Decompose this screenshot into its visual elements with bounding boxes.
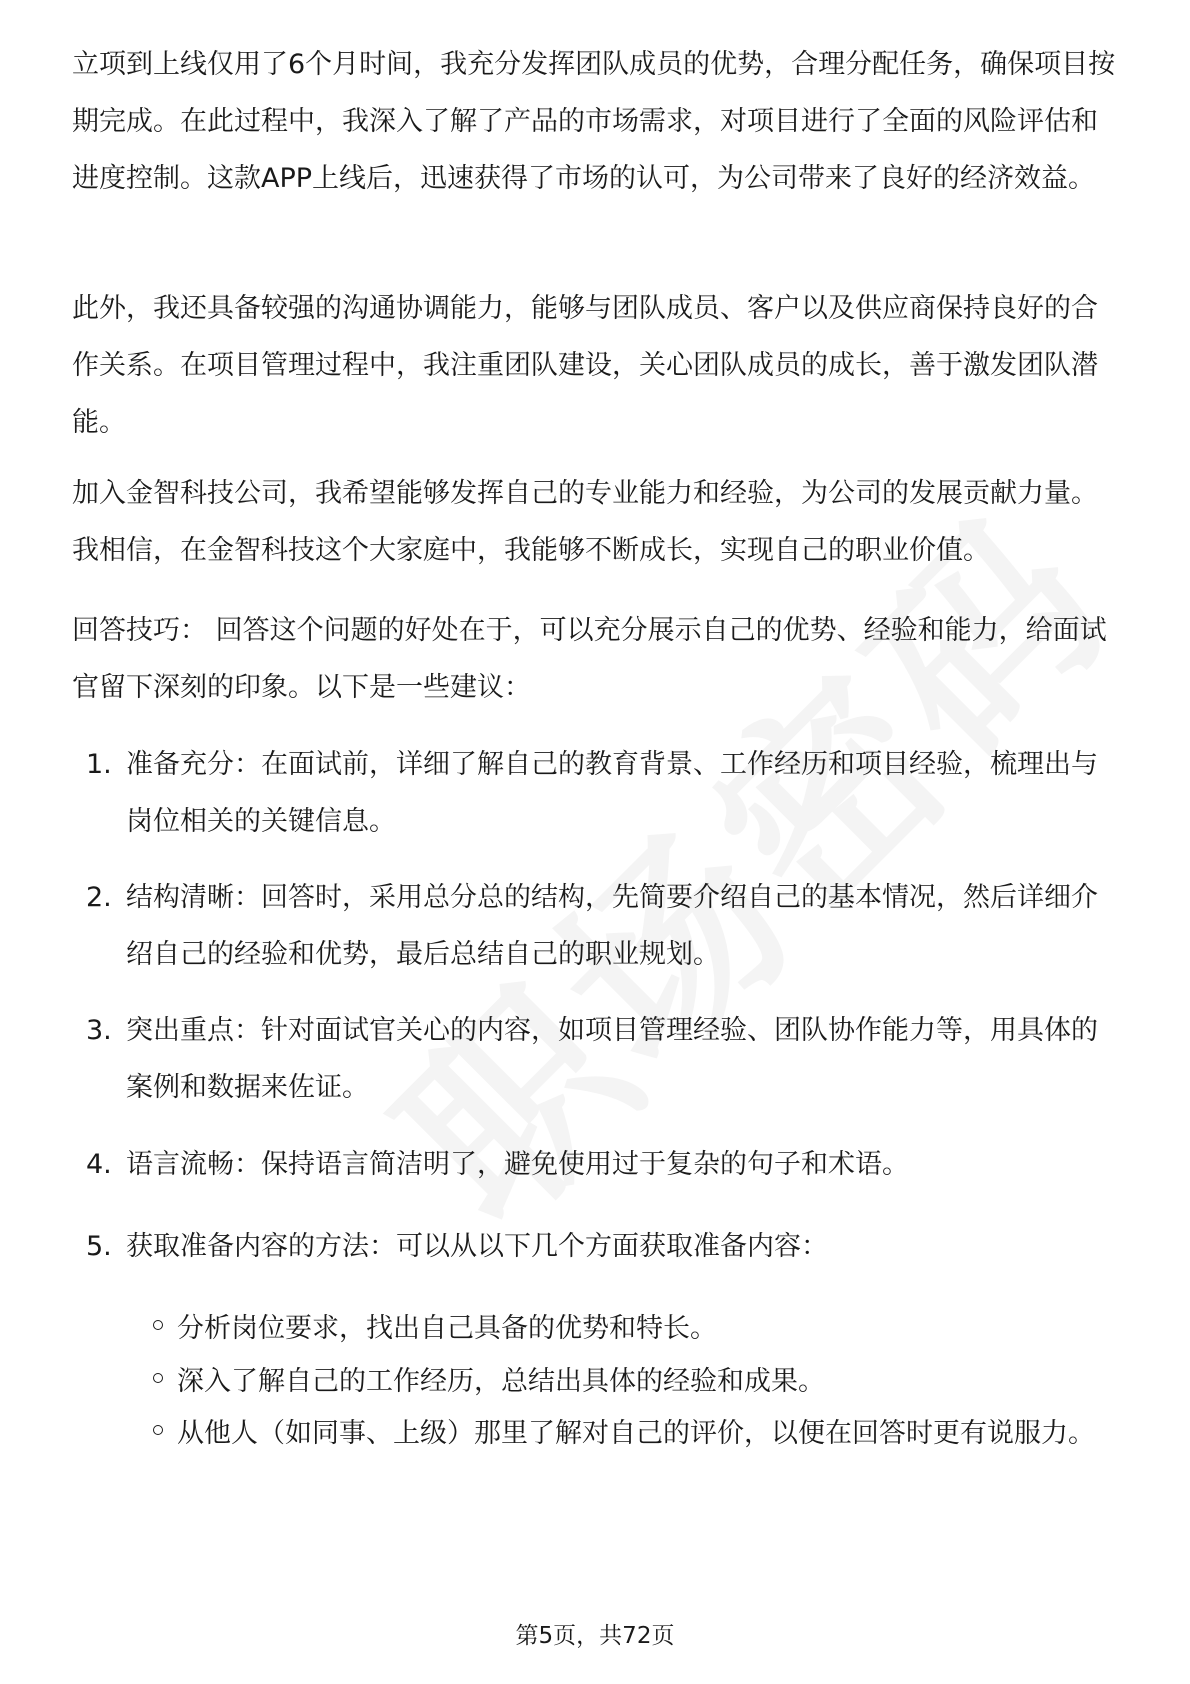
paragraph-join-company: 加入金智科技公司，我希望能够发挥自己的专业能力和经验，为公司的发展贡献力量。我相信，在金智科技这个大家庭中，我能够不断成长，实现自己的职业价值。: [72, 478, 1098, 566]
list-text: 获取准备内容的方法：可以从以下几个方面获取准备内容：: [126, 1231, 828, 1262]
list-text: 准备充分：在面试前，详细了解自己的教育背景、工作经历和项目经验，梳理出与岗位相关的关键信息。: [126, 749, 1098, 837]
sub-list-text: 分析岗位要求，找出自己具备的优势和特长。: [177, 1313, 717, 1344]
list-number: 4.: [86, 1149, 112, 1180]
paragraph-communication: 此外，我还具备较强的沟通协调能力，能够与团队成员、客户以及供应商保持良好的合作关系。在项目管理过程中，我注重团队建设，关心团队成员的成长，善于激发团队潜能。: [72, 293, 1098, 438]
circle-bullet-icon: [153, 1425, 163, 1435]
circle-bullet-icon: [153, 1320, 163, 1330]
list-number: 3.: [86, 1015, 112, 1046]
list-number: 5.: [86, 1231, 112, 1262]
sub-list-text: 从他人（如同事、上级）那里了解对自己的评价，以便在回答时更有说服力。: [177, 1418, 1095, 1449]
paragraph-answer-tips: 回答技巧： 回答这个问题的好处在于，可以充分展示自己的优势、经验和能力，给面试官留下深刻的印象。以下是一些建议：: [72, 615, 1107, 703]
page-number-footer: 第5页，共72页: [515, 1623, 675, 1649]
list-text: 语言流畅：保持语言简洁明了，避免使用过于复杂的句子和术语。: [126, 1149, 909, 1180]
sub-list-text: 深入了解自己的工作经历，总结出具体的经验和成果。: [177, 1366, 825, 1397]
paragraph-project-result: 立项到上线仅用了6个月时间，我充分发挥团队成员的优势，合理分配任务，确保项目按期完成。在此过程中，我深入了解了产品的市场需求，对项目进行了全面的风险评估和进度控制。这款APP上线后，迅速获得了市场的认可，为公司带来了良好的经济效益。: [72, 49, 1116, 194]
circle-bullet-icon: [153, 1373, 163, 1383]
list-number: 1.: [86, 749, 112, 780]
list-number: 2.: [86, 882, 112, 913]
list-text: 突出重点：针对面试官关心的内容，如项目管理经验、团队协作能力等，用具体的案例和数据来佐证。: [126, 1015, 1098, 1103]
list-text: 结构清晰：回答时，采用总分总的结构，先简要介绍自己的基本情况，然后详细介绍自己的经验和优势，最后总结自己的职业规划。: [126, 882, 1098, 970]
